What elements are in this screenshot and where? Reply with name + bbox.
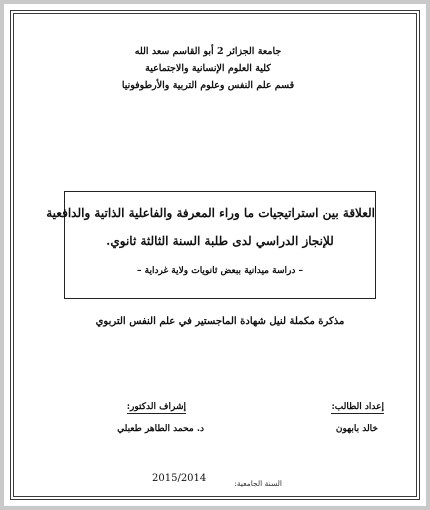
thesis-title-line-2: للإنجاز الدراسي لدى طلبة السنة الثالثة ثانوي. [106,234,334,248]
department-name: قسم علم النفس وعلوم التربية والأرطوفونيا [121,80,295,91]
student-label: إعداد الطالب: [331,402,384,412]
faculty-name: كلية العلوم الإنسانية والاجتماعية [145,63,271,74]
thesis-subtitle: – دراسة ميدانية ببعض ثانويات ولاية غرداية – [137,266,303,276]
academic-year-label: السنة الجامعية: [234,479,282,488]
thesis-description: مذكرة مكملة لنيل شهادة الماجستير في علم النفس التربوي [95,316,345,327]
university-name: جامعة الجزائر 2 أبو القاسم سعد الله [134,46,282,57]
title-box [46,191,376,299]
supervisor-name: د. محمد الطاهر طعبلي [117,424,204,434]
supervisor-label: إشراف الدكتور: [126,402,186,412]
thesis-title-line-1: العلاقة بين استراتيجيات ما وراء المعرفة والفاعلية الذاتية والدافعية [46,206,375,220]
academic-year-value: 2015/2014 [152,473,207,484]
student-name: خالد بابهون [335,424,378,434]
document-page [4,4,426,506]
